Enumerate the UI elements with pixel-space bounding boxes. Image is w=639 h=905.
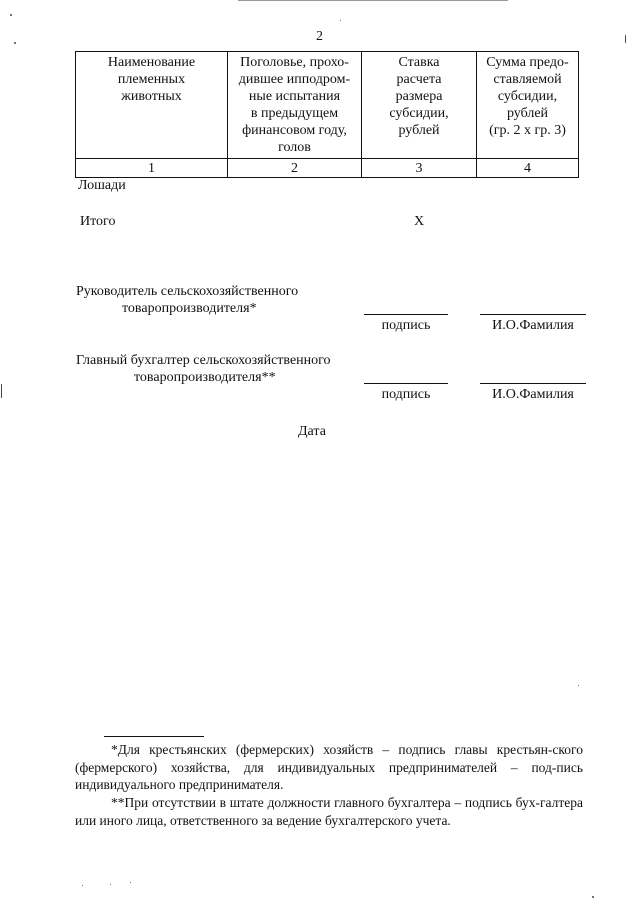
accountant-name-line bbox=[480, 383, 586, 384]
column-number-row bbox=[76, 159, 579, 178]
scan-speck bbox=[110, 884, 111, 885]
head-name-line bbox=[480, 314, 586, 315]
scan-speck bbox=[578, 685, 579, 686]
scan-speck bbox=[10, 14, 12, 16]
head-signature-line bbox=[364, 314, 448, 315]
footnote-separator bbox=[104, 736, 204, 737]
row-label-horses: Лошади bbox=[78, 178, 126, 193]
accountant-title-line2: товаропроизводителя** bbox=[134, 370, 276, 385]
column-number: 4 bbox=[477, 159, 579, 178]
scan-speck bbox=[625, 35, 626, 43]
scan-speck bbox=[1, 384, 2, 398]
scan-speck bbox=[130, 882, 131, 883]
page-number: 2 bbox=[316, 29, 323, 44]
total-mark-x: Х bbox=[414, 214, 425, 229]
accountant-title-line1: Главный бухгалтер сельскохозяйственного bbox=[76, 353, 331, 368]
head-signature-caption: подпись bbox=[381, 318, 431, 333]
row-label-total: Итого bbox=[80, 214, 116, 229]
header-cell-animals: Наименование племенных животных bbox=[76, 52, 228, 159]
scan-speck bbox=[82, 885, 83, 886]
footnote-1: *Для крестьянских (фермерских) хозяйств – подпись главы крестьян-ского (фермерского) хозяйства, для индивидуальных предпринимателей – под-пись индивидуального предпринимателя. bbox=[75, 742, 583, 792]
head-title-line2: товаропроизводителя* bbox=[122, 301, 257, 316]
scan-speck bbox=[14, 42, 16, 44]
header-cell-rate: Ставка расчета размера субсидии, рублей bbox=[362, 52, 477, 159]
column-number: 1 bbox=[76, 159, 228, 178]
header-cell-headcount: Поголовье, прохо- дившее ипподром- ные испытания в предыдущем финансовом году, голов bbox=[228, 52, 362, 159]
date-label: Дата bbox=[298, 424, 326, 439]
header-cell-sum: Сумма предо- ставляемой субсидии, рублей (гр. 2 х гр. 3) bbox=[477, 52, 579, 159]
accountant-signature-caption: подпись bbox=[381, 387, 431, 402]
accountant-signature-line bbox=[364, 383, 448, 384]
scan-speck bbox=[592, 896, 594, 898]
column-number: 2 bbox=[228, 159, 362, 178]
head-name-caption: И.О.Фамилия bbox=[492, 318, 574, 333]
accountant-name-caption: И.О.Фамилия bbox=[492, 387, 574, 402]
table-header-row bbox=[76, 52, 579, 159]
top-edge-line bbox=[238, 0, 508, 1]
column-number: 3 bbox=[362, 159, 477, 178]
subsidy-table bbox=[75, 51, 579, 178]
footnote-2: **При отсутствии в штате должности главного бухгалтера – подпись бух-галтера или иного лица, ответственного за ведение бухгалтерского учета. bbox=[75, 795, 583, 828]
scan-speck bbox=[340, 20, 341, 21]
head-title-line1: Руководитель сельскохозяйственного bbox=[76, 284, 299, 299]
